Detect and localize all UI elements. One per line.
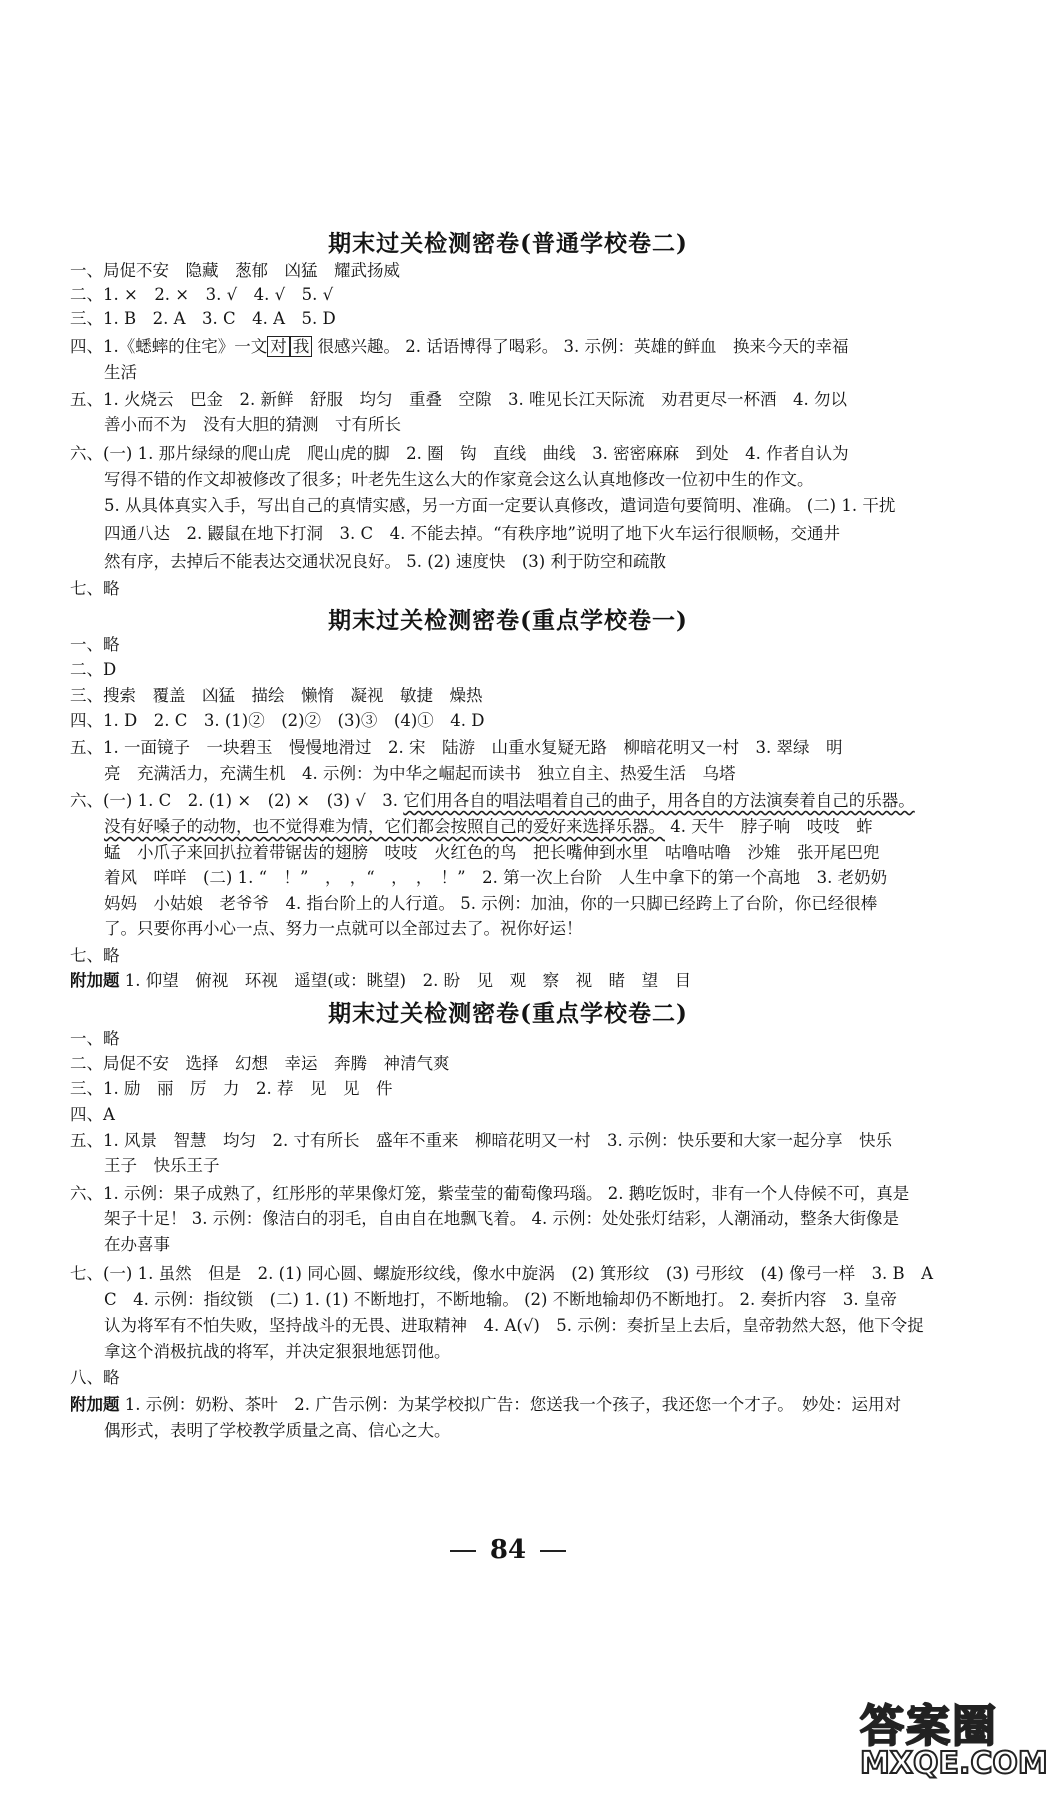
boxed-word: 我 xyxy=(290,336,313,357)
answer-line: 一、略 xyxy=(70,635,120,654)
bonus-label: 附加题 xyxy=(70,971,120,990)
answer-line: 三、1. 励 丽 厉 力 2. 荐 见 见 件 xyxy=(70,1079,393,1098)
answer-line xyxy=(70,970,691,992)
answer-line: 王子 快乐王子 xyxy=(104,1156,220,1175)
page-number-dash xyxy=(540,1550,566,1552)
answer-text: 很感兴趣。 2. 话语博得了喝彩。 3. 示例：英雄的鲜血 换来今天的幸福 xyxy=(317,337,849,356)
watermark-text: 答案圈 xyxy=(860,1701,998,1752)
answer-line: 了。只要你再小心一点、努力一点就可以全部过去了。祝你好运！ xyxy=(104,919,583,938)
answer-line: 在办喜事 xyxy=(104,1235,170,1254)
page-number-dash xyxy=(450,1550,476,1552)
watermark-domain: MXQE.COM xyxy=(860,1746,1048,1781)
page-number-value: 84 xyxy=(489,1535,527,1565)
answer-line: 蜢 小爪子来回扒拉着带锯齿的翅膀 吱吱 火红色的鸟 把长嘴伸到水里 咕噜咕噜 沙雉 张开尾巴兜 xyxy=(104,843,880,862)
answer-line: 二、局促不安 选择 幻想 幸运 奔腾 神清气爽 xyxy=(70,1054,450,1073)
answer-line: 生活 xyxy=(104,363,137,382)
answer-line: 六、1. 示例：果子成熟了，红彤彤的苹果像灯笼，紫莹莹的葡萄像玛瑙。 2. 鹅吃饭时，非有一个人侍候不可，真是 xyxy=(70,1184,910,1203)
answer-text: 六、(一) 1. C 2. (1) × (2) × (3) √ 3. xyxy=(70,791,398,810)
answer-line: 一、局促不安 隐藏 葱郁 凶猛 耀武扬威 xyxy=(70,261,400,280)
page-number xyxy=(0,1535,1016,1565)
answer-line: 着风 咩咩 (二) 1. “ ！” ， ，“ ， ， ！” 2. 第一次上台阶 人生中拿下的第一个高地 3. 老奶奶 xyxy=(104,868,888,887)
answer-line: 二、1. × 2. × 3. √ 4. √ 5. √ xyxy=(70,285,334,304)
answer-line: 八、略 xyxy=(70,1368,120,1387)
answer-line: 然有序，去掉后不能表达交通状况良好。 5. (2) 速度快 (3) 利于防空和疏散 xyxy=(104,552,666,571)
answer-line: 三、搜索 覆盖 凶猛 描绘 懒惰 凝视 敏捷 燥热 xyxy=(70,686,483,705)
answer-line: 四通八达 2. 鼹鼠在地下打洞 3. C 4. 不能去掉。“有秩序地”说明了地下火车运行很顺畅，交通井 xyxy=(104,524,840,543)
answer-line: 三、1. B 2. A 3. C 4. A 5. D xyxy=(70,309,336,328)
answer-line: 亮 充满活力，充满生机 4. 示例：为中华之崛起而读书 独立自主、热爱生活 乌塔 xyxy=(104,764,736,783)
answer-line: 妈妈 小姑娘 老爷爷 4. 指台阶上的人行道。 5. 示例：加油，你的一只脚已经跨上了台阶，你已经很棒 xyxy=(104,894,878,913)
answer-line: 五、1. 风景 智慧 均匀 2. 寸有所长 盛年不重来 柳暗花明又一村 3. 示例：快乐要和大家一起分享 快乐 xyxy=(70,1131,892,1150)
answer-text: 四、1.《蟋蟀的住宅》一文 xyxy=(70,337,268,356)
answer-line: 七、略 xyxy=(70,946,120,965)
answer-line: 认为将军有不怕失败，坚持战斗的无畏、进取精神 4. A(√) 5. 示例：奏折呈上去后，皇帝勃然大怒，他下令捉 xyxy=(104,1316,924,1335)
answer-text: 1. 示例：奶粉、茶叶 2. 广告示例：为某学校拟广告：您送我一个孩子，我还您一个才子。 妙处：运用对 xyxy=(124,1395,901,1414)
answer-line: 写得不错的作文却被修改了很多；叶老先生这么大的作家竟会这么认真地修改一位初中生的作文。 xyxy=(104,470,814,489)
watermark-logo xyxy=(860,1690,1048,1790)
boxed-word: 对 xyxy=(267,336,290,357)
answer-text: 4. 天牛 脖子响 吱吱 蚱 xyxy=(670,817,873,836)
answer-line: 拿这个消极抗战的将军，并决定狠狠地惩罚他。 xyxy=(104,1342,451,1361)
wavy-underlined-sentence: 它们用各自的唱法唱着自己的曲子，用各自的方法演奏着自己的乐器。 xyxy=(403,791,915,810)
answer-line xyxy=(70,1394,901,1416)
answer-line xyxy=(70,336,848,358)
answer-line: 一、略 xyxy=(70,1029,120,1048)
section-title-1: 期末过关检测密卷(普通学校卷二) xyxy=(328,230,688,257)
answer-line: 二、D xyxy=(70,660,117,679)
answer-line: 六、(一) 1. 那片绿绿的爬山虎 爬山虎的脚 2. 圈 钩 直线 曲线 3. 密密麻麻 到处 4. 作者自认为 xyxy=(70,444,849,463)
answer-line: 七、(一) 1. 虽然 但是 2. (1) 同心圆、螺旋形纹线，像水中旋涡 (2) 箕形纹 (3) 弓形纹 (4) 像弓一样 3. B A xyxy=(70,1264,934,1283)
answer-text: 1. 仰望 俯视 环视 遥望(或：眺望) 2. 盼 见 观 察 视 睹 望 目 xyxy=(124,971,692,990)
answer-line: C 4. 示例：指纹锁 (二) 1. (1) 不断地打，不断地输。 (2) 不断地输却仍不断地打。 2. 奏折内容 3. 皇帝 xyxy=(104,1290,897,1309)
answer-line: 七、略 xyxy=(70,579,120,598)
section-title-3: 期末过关检测密卷(重点学校卷二) xyxy=(328,1000,688,1027)
answer-line: 五、1. 火烧云 巴金 2. 新鲜 舒服 均匀 重叠 空隙 3. 唯见长江天际流 劝君更尽一杯酒 4. 勿以 xyxy=(70,390,847,409)
answer-line xyxy=(104,816,873,838)
answer-line xyxy=(70,790,915,812)
answer-line: 5. 从具体真实入手，写出自己的真情实感，另一方面一定要认真修改，遣词造句要简明、准确。 (二) 1. 干扰 xyxy=(104,496,896,515)
section-title-2: 期末过关检测密卷(重点学校卷一) xyxy=(328,607,688,634)
answer-line: 善小而不为 没有大胆的猜测 寸有所长 xyxy=(104,415,401,434)
wavy-underlined-sentence: 没有好嗓子的动物，也不觉得难为情，它们都会按照自己的爱好来选择乐器。 xyxy=(104,817,665,836)
answer-line: 架子十足！ 3. 示例：像洁白的羽毛，自由自在地飘飞着。 4. 示例：处处张灯结彩，人潮涌动，整条大街像是 xyxy=(104,1209,899,1228)
answer-line: 四、1. D 2. C 3. (1)② (2)② (3)③ (4)① 4. D xyxy=(70,711,485,730)
answer-line: 偶形式，表明了学校教学质量之高、信心之大。 xyxy=(104,1421,451,1440)
answer-line: 五、1. 一面镜子 一块碧玉 慢慢地滑过 2. 宋 陆游 山重水复疑无路 柳暗花明又一村 3. 翠绿 明 xyxy=(70,738,843,757)
answer-line: 四、A xyxy=(70,1105,115,1124)
bonus-label: 附加题 xyxy=(70,1395,120,1414)
